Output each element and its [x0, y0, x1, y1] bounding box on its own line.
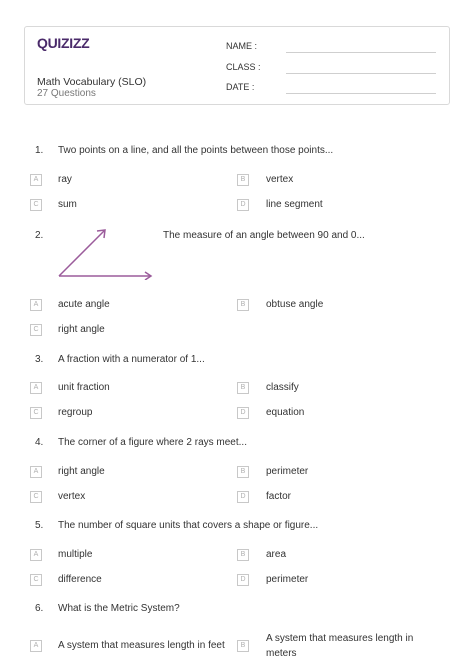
option-text: difference: [58, 574, 102, 585]
option-text: classify: [266, 382, 299, 393]
option-letter-box: A: [30, 549, 42, 561]
option-text: area: [266, 549, 287, 560]
option-letter-box: C: [30, 324, 42, 336]
option-letter-box: D: [237, 407, 249, 419]
option-text: acute angle: [58, 299, 110, 310]
option-text: right angle: [58, 466, 105, 477]
option-text: vertex: [58, 491, 86, 502]
option-text: factor: [266, 491, 292, 502]
option-text: right angle: [58, 324, 105, 335]
option-text: ray: [58, 174, 72, 185]
option-text: perimeter: [266, 574, 309, 585]
date-label: DATE :: [226, 82, 255, 92]
option-letter-box: D: [237, 491, 249, 503]
option-letter-box: A: [30, 174, 42, 186]
option-text: vertex: [266, 174, 294, 185]
question-text: What is the Metric System?: [58, 603, 180, 614]
question-number: 2.: [35, 230, 44, 241]
question-number: 5.: [35, 520, 44, 531]
name-line: [286, 52, 436, 53]
question-count: 27 Questions: [37, 88, 96, 99]
option-text: unit fraction: [58, 382, 110, 393]
option-letter-box: D: [237, 199, 249, 211]
name-label: NAME :: [226, 41, 258, 51]
option-letter-box: C: [30, 199, 42, 211]
option-text: multiple: [58, 549, 93, 560]
worksheet-title: Math Vocabulary (SLO): [37, 76, 147, 88]
question-number: 1.: [35, 145, 44, 156]
question-number: 6.: [35, 603, 44, 614]
option-letter-box: C: [30, 491, 42, 503]
option-text: A system that measures length in feet: [58, 640, 225, 651]
question-number: 3.: [35, 354, 44, 365]
option-text: sum: [58, 199, 77, 210]
option-letter-box: B: [237, 640, 249, 652]
option-text: obtuse angle: [266, 299, 324, 310]
question-text: A fraction with a numerator of 1...: [58, 354, 205, 365]
question-number: 4.: [35, 437, 44, 448]
option-letter-box: B: [237, 382, 249, 394]
date-line: [286, 93, 436, 94]
question-text: The number of square units that covers a shape or figure...: [58, 520, 319, 531]
quizizz-logo: QUIZIZZ: [37, 35, 90, 51]
option-letter-box: D: [237, 574, 249, 586]
class-line: [286, 73, 436, 74]
question-text: Two points on a line, and all the points between those points...: [58, 145, 334, 156]
option-text: regroup: [58, 407, 93, 418]
option-text: equation: [266, 407, 305, 418]
acute-angle-figure: [55, 224, 157, 280]
option-letter-box: B: [237, 549, 249, 561]
option-letter-box: A: [30, 382, 42, 394]
option-letter-box: B: [237, 174, 249, 186]
option-text: line segment: [266, 199, 323, 210]
option-letter-box: C: [30, 574, 42, 586]
option-letter-box: B: [237, 466, 249, 478]
class-label: CLASS :: [226, 62, 261, 72]
question-text: The corner of a figure where 2 rays meet...: [58, 437, 247, 448]
option-letter-box: A: [30, 466, 42, 478]
option-text: A system that measures length in meters: [266, 633, 414, 659]
option-letter-box: A: [30, 299, 42, 311]
option-letter-box: A: [30, 640, 42, 652]
option-letter-box: C: [30, 407, 42, 419]
option-text: perimeter: [266, 466, 309, 477]
option-letter-box: B: [237, 299, 249, 311]
question-text: The measure of an angle between 90 and 0...: [163, 230, 365, 241]
